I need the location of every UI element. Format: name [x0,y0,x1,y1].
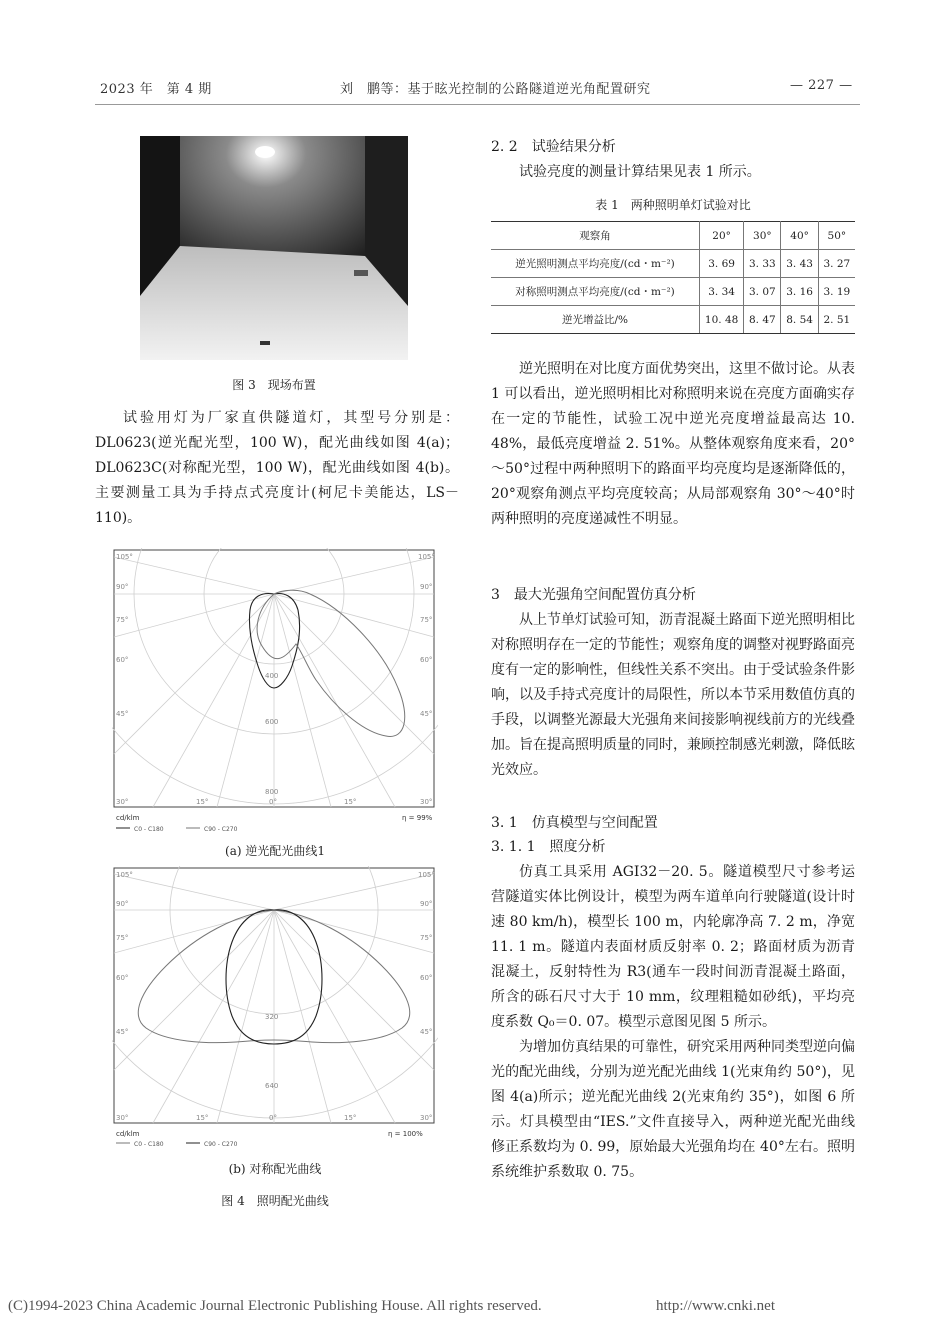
fig4a-tick-105-right: 105° [418,553,435,561]
fig4b-radial-320: 320 [265,1013,279,1021]
fig4b-unit: cd/klm [116,1130,140,1138]
table-cell: 3. 69 [700,250,744,278]
section-3-1-1-paragraph-1: 仿真工具采用 AGI32－20. 5。隧道模型尺寸参考运营隧道实体比例设计，模型为两车道单向行驶隧道(设计时速 80 km/h)，模型长 100 m，内轮廓净高 7. 2 m，净宽 11. 1 m。隧道内表面材质反射率 0. 2；路面材质为沥青混凝土，反射特性为 R3(通车一段时间沥青混凝土路面，所含的砾石尺寸大于 10 mm，纹理粗糙如砂纸)，平均亮度系数 Q₀＝0. 07。模型示意图见图 5 所示。 [491,864,855,1030]
fig4a-tick-75-right: 75° [420,616,433,624]
fig4a-tick-bottom-15r: 15° [344,798,357,806]
fig4a-radial-400: 400 [265,672,279,680]
fig4a-tick-bottom-30l: 30° [116,798,129,806]
fig4b-radial-640: 640 [265,1082,279,1090]
fig4b-tick-90-right: 90° [420,900,433,908]
section-3-heading: 3 最大光强角空间配置仿真分析 [491,587,696,603]
fig4a-tick-60-right: 60° [420,656,433,664]
header-issue: 2023 年 第 4 期 [100,82,212,97]
table-cell: 10. 48 [700,306,744,334]
table1-caption: 表 1 两种照明单灯试验对比 [595,198,751,212]
fig4a-caption: (a) 逆光配光曲线1 [225,844,325,858]
left-paragraph-1 [95,406,459,531]
fig4a-tick-90-left: 90° [116,583,129,591]
section-2-2-intro-block [491,160,855,185]
fig4b-tick-75-left: 75° [116,934,129,942]
section-3-1-1-heading: 3. 1. 1 照度分析 [491,839,606,855]
fig4b-polar-chart [112,866,438,1148]
section-3-1-1-paragraph-2: 为增加仿真结果的可靠性，研究采用两种同类型逆向偏光的配光曲线，分别为逆光配光曲线 1(光束角约 50°)，见图 4(a)所示；逆光配光曲线 2(光束角约 35°)，如图 6 所示。灯具模型由“IES.”文件直接导入，两种逆光配光曲线修正系数均为 0. 99，原始最大光强角均在 40°左右。照明系统维护系数取 0. 75。 [491,1039,855,1180]
fig4a-tick-bottom-0: 0° [269,798,277,806]
table1-header-cell: 50° [818,222,855,250]
fig4b-tick-105-left: 105° [116,871,133,879]
fig4b-efficiency: η = 100% [388,1130,423,1138]
section-2-2-intro: 试验亮度的测量计算结果见表 1 所示。 [519,164,761,180]
table1-header-cell: 40° [781,222,818,250]
fig4b-tick-45-right: 45° [420,1028,433,1036]
table1-header-cell: 观察角 [491,222,700,250]
fig3-photo [140,136,408,360]
fig4b-caption: (b) 对称配光曲线 [228,1162,322,1176]
footer-copyright: (C)1994-2023 China Academic Journal Electronic Publishing House. All rights reserved. [8,1298,542,1314]
fig4a-unit: cd/klm [116,814,140,822]
table-cell: 3. 16 [781,278,818,306]
fig4a-legend-2: C90 - C270 [204,826,238,833]
header-page-number: — 227 — [790,78,853,93]
header-title: 刘 鹏等：基于眩光控制的公路隧道逆光角配置研究 [340,82,651,97]
table-cell: 8. 47 [744,306,781,334]
fig4a-tick-45-right: 45° [420,710,433,718]
table1-header-cell: 20° [700,222,744,250]
results-discussion-block [491,357,855,532]
fig4b-tick-bottom-30r: 30° [420,1114,433,1122]
results-discussion: 逆光照明在对比度方面优势突出，这里不做讨论。从表 1 可以看出，逆光照明相比对称照明来说在亮度方面确实存在一定的节能性，试验工况中逆光亮度增益最高达 10. 48%，最低亮度增益 2. 51%。从整体观察角度来看，20°～50°过程中两种照明下的路面平均亮度均是逐渐降低的，20°观察角测点平均亮度较高；从局部观察角 30°～40°时两种照明的亮度递减性不明显。 [491,361,855,527]
table-cell: 逆光增益比/% [491,306,700,334]
table-cell: 3. 33 [744,250,781,278]
fig4b-tick-45-left: 45° [116,1028,129,1036]
fig4b-legend-1: C0 - C180 [134,1141,164,1148]
table-cell: 3. 34 [700,278,744,306]
fig4b-tick-90-left: 90° [116,900,129,908]
table-row [491,250,855,278]
fig4b-tick-105-right: 105° [418,871,435,879]
fig4b-tick-bottom-15l: 15° [196,1114,209,1122]
table-cell: 3. 27 [818,250,855,278]
fig4a-legend-1: C0 - C180 [134,826,164,833]
fig3-caption: 图 3 现场布置 [232,378,316,392]
fig4b-tick-bottom-15r: 15° [344,1114,357,1122]
table-cell: 对称照明测点平均亮度/(cd・m⁻²) [491,278,700,306]
table-cell: 3. 07 [744,278,781,306]
table-cell: 逆光照明测点平均亮度/(cd・m⁻²) [491,250,700,278]
fig4a-tick-105-left: 105° [116,553,133,561]
fig4a-efficiency: η = 99% [402,814,433,822]
fig4-caption: 图 4 照明配光曲线 [221,1194,329,1208]
fig4a-tick-60-left: 60° [116,656,129,664]
fig4a-radial-600: 600 [265,718,279,726]
table-row [491,278,855,306]
fig4b-tick-75-right: 75° [420,934,433,942]
section-3-1-heading: 3. 1 仿真模型与空间配置 [491,815,658,831]
table1-header-cell: 30° [744,222,781,250]
table1-header-row [491,222,855,250]
table-cell: 3. 19 [818,278,855,306]
fig4a-radial-800: 800 [265,788,279,796]
fig4a-tick-bottom-30r: 30° [420,798,433,806]
table1 [491,221,855,334]
table-cell: 2. 51 [818,306,855,334]
fig4a-tick-90-right: 90° [420,583,433,591]
table-row [491,306,855,334]
table-cell: 8. 54 [781,306,818,334]
fig4b-tick-bottom-30l: 30° [116,1114,129,1122]
fig4a-tick-bottom-15l: 15° [196,798,209,806]
fig4a-polar-chart [112,548,438,838]
section-2-2-heading: 2. 2 试验结果分析 [491,139,616,155]
lamp-description: 试验用灯为厂家直供隧道灯，其型号分别是：DL0623(逆光配光型，100 W)，配光曲线如图 4(a)；DL0623C(对称配光型，100 W)，配光曲线如图 4(b)。主要测量工具为手持点式亮度计(柯尼卡美能达，LS－110)。 [95,410,459,526]
header-rule [95,104,860,105]
fig4a-tick-75-left: 75° [116,616,129,624]
fig4b-tick-60-left: 60° [116,974,129,982]
table-cell: 3. 43 [781,250,818,278]
section-3-paragraph: 从上节单灯试验可知，沥青混凝土路面下逆光照明相比对称照明存在一定的节能性；观察角度的调整对视野路面亮度有一定的影响性，但线性关系不突出。由于受试验条件影响，以及手持式亮度计的局限性，所以本节采用数值仿真的手段，以调整光源最大光强角来间接影响视线前方的光线叠加。旨在提高照明质量的同时，兼顾控制感光刺激，降低眩光效应。 [491,612,855,778]
section-3-1-1-block [491,860,855,1185]
fig4a-tick-45-left: 45° [116,710,129,718]
fig4b-tick-60-right: 60° [420,974,433,982]
section-3-block [491,608,855,783]
fig4b-tick-bottom-0: 0° [269,1114,277,1122]
footer-url[interactable]: http://www.cnki.net [656,1298,776,1314]
fig4b-legend-2: C90 - C270 [204,1141,238,1148]
